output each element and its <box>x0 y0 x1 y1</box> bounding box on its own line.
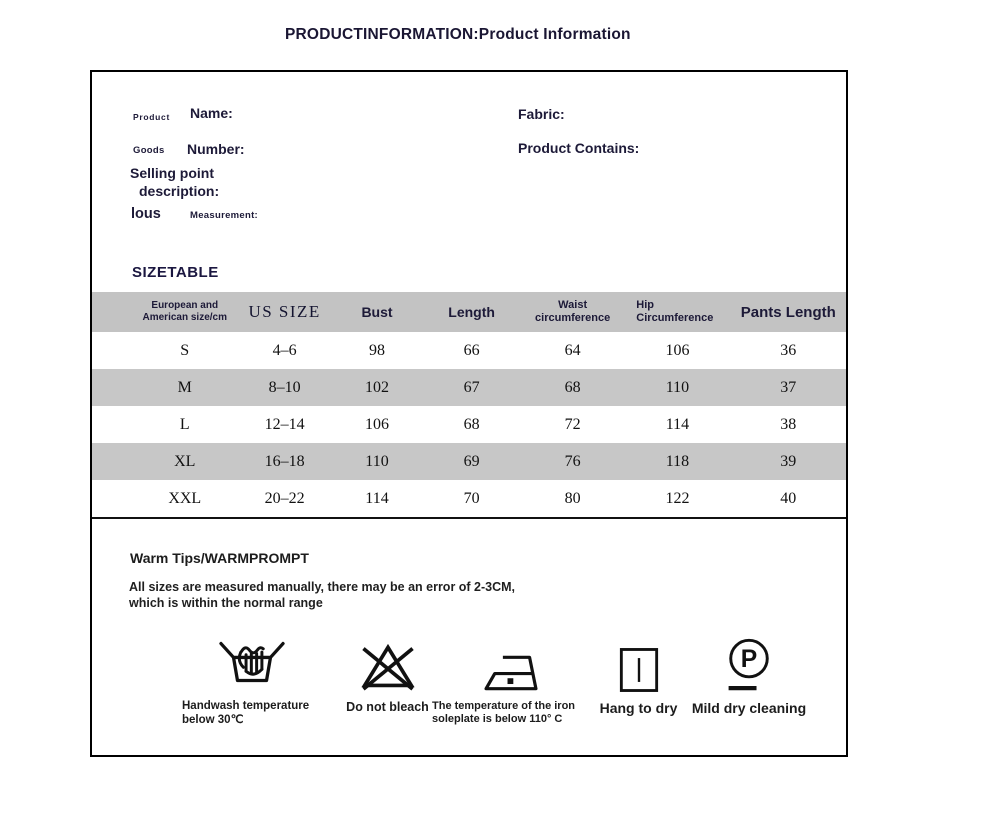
hang-to-dry-icon <box>618 646 660 694</box>
size-cell: 98 <box>369 341 385 359</box>
col-header-length: Length <box>448 304 495 320</box>
iron-low-temp-icon <box>482 652 540 694</box>
size-cell: 36 <box>780 341 797 359</box>
size-cell: 72 <box>564 415 581 433</box>
header-line: American size/cm <box>142 312 227 323</box>
size-row-m <box>92 369 846 406</box>
col-header-pants-length: Pants Length <box>740 303 836 321</box>
page-title: PRODUCTINFORMATION:Product Information <box>285 26 631 43</box>
p-symbol: P <box>740 646 758 674</box>
care-item-mild-dry-cleaning <box>684 628 814 717</box>
size-cell: 114 <box>365 489 389 507</box>
selling-point-line1: Selling point <box>130 165 214 181</box>
size-cell: 122 <box>665 489 690 507</box>
icon-area <box>586 628 691 694</box>
care-label-line: Do not bleach <box>346 700 429 714</box>
care-label <box>174 700 329 727</box>
selling-point-label <box>130 164 219 201</box>
size-cell: 69 <box>463 452 480 470</box>
size-cell: L <box>179 415 190 433</box>
size-row-xxl <box>92 480 846 517</box>
size-cell: 102 <box>365 378 389 396</box>
measurement-label: Measurement: <box>190 210 259 221</box>
contains-label: Product Contains: <box>518 140 640 156</box>
header-line: Hip <box>636 298 655 311</box>
care-label-line: The temperature of the iron <box>432 700 576 712</box>
size-cell: XL <box>174 452 196 470</box>
col-header-euro-american-size <box>92 292 238 332</box>
warm-tips-heading: Warm Tips/WARMPROMPT <box>130 550 309 566</box>
icon-area <box>335 628 440 694</box>
mild-dry-cleaning-icon <box>722 636 776 694</box>
size-cell: 110 <box>365 452 389 470</box>
size-cell: 37 <box>780 378 797 396</box>
content-box <box>90 70 848 757</box>
size-cell: S <box>180 341 190 359</box>
col-header-us-size: US SIZE <box>248 302 321 321</box>
col-header-hip-circumference <box>624 292 730 332</box>
care-label <box>684 700 814 717</box>
handwash-icon <box>219 638 285 694</box>
icon-area <box>684 628 814 694</box>
care-label <box>428 700 593 726</box>
size-cell: 39 <box>780 452 797 470</box>
size-cell: 68 <box>463 415 480 433</box>
size-table-title: SIZETABLE <box>132 264 219 281</box>
care-label-line: Hang to dry <box>599 700 678 716</box>
size-cell: 110 <box>665 378 690 396</box>
size-row-xl <box>92 443 846 480</box>
size-row-l <box>92 406 846 443</box>
care-item-iron-low-temp <box>428 628 593 726</box>
product-label: Product <box>133 112 171 122</box>
fabric-label: Fabric: <box>518 106 565 122</box>
size-cell: 106 <box>365 415 389 433</box>
size-table <box>92 292 846 519</box>
size-cell: 16–18 <box>264 452 305 470</box>
icon-area <box>428 628 593 694</box>
size-cell: 67 <box>463 378 480 396</box>
size-cell: 118 <box>665 452 690 470</box>
size-cell: 70 <box>463 489 480 507</box>
size-cell: 66 <box>463 341 480 359</box>
warm-tips-note <box>129 580 515 611</box>
care-label <box>586 700 691 717</box>
col-header-waist-circumference: Waist circumference <box>535 298 611 324</box>
size-cell: 40 <box>780 489 797 507</box>
size-table-header-row <box>92 292 846 332</box>
number-label: Number: <box>187 141 245 157</box>
care-label-line: Mild dry cleaning <box>691 700 807 716</box>
size-cell: 76 <box>564 452 581 470</box>
name-label: Name: <box>190 105 233 121</box>
care-item-hang-to-dry <box>586 628 691 717</box>
size-cell: 114 <box>665 415 690 433</box>
do-not-bleach-icon <box>357 640 419 694</box>
size-row-s <box>92 332 846 369</box>
care-label <box>335 700 440 715</box>
care-label-line: below 30℃ <box>182 713 244 726</box>
icon-area <box>174 628 329 694</box>
care-item-handwash <box>174 628 329 727</box>
care-label-line: Handwash temperature <box>182 700 310 712</box>
size-cell: 4–6 <box>272 341 297 359</box>
size-cell: 80 <box>564 489 581 507</box>
size-cell: 20–22 <box>264 489 305 507</box>
col-header-bust: Bust <box>361 304 393 320</box>
size-cell: 38 <box>780 415 797 433</box>
warm-tips-note-line2: which is within the normal range <box>129 595 323 610</box>
size-cell: 12–14 <box>264 415 305 433</box>
size-cell: 68 <box>564 378 581 396</box>
size-cell: 106 <box>665 341 690 359</box>
header-line: Circumference <box>636 312 714 324</box>
care-label-line: soleplate is below 110° C <box>432 712 563 725</box>
lous-label: lous <box>131 206 161 222</box>
selling-point-line2: description: <box>139 183 220 200</box>
header-line: European and <box>151 300 219 311</box>
size-cell: M <box>177 378 192 396</box>
size-cell: 64 <box>564 341 581 359</box>
size-cell: XXL <box>168 489 202 507</box>
size-cell: 8–10 <box>268 378 301 396</box>
goods-label: Goods <box>133 145 165 156</box>
care-item-do-not-bleach <box>335 628 440 715</box>
warm-tips-note-line1: All sizes are measured manually, there may be an error of 2-3CM, <box>129 580 516 594</box>
